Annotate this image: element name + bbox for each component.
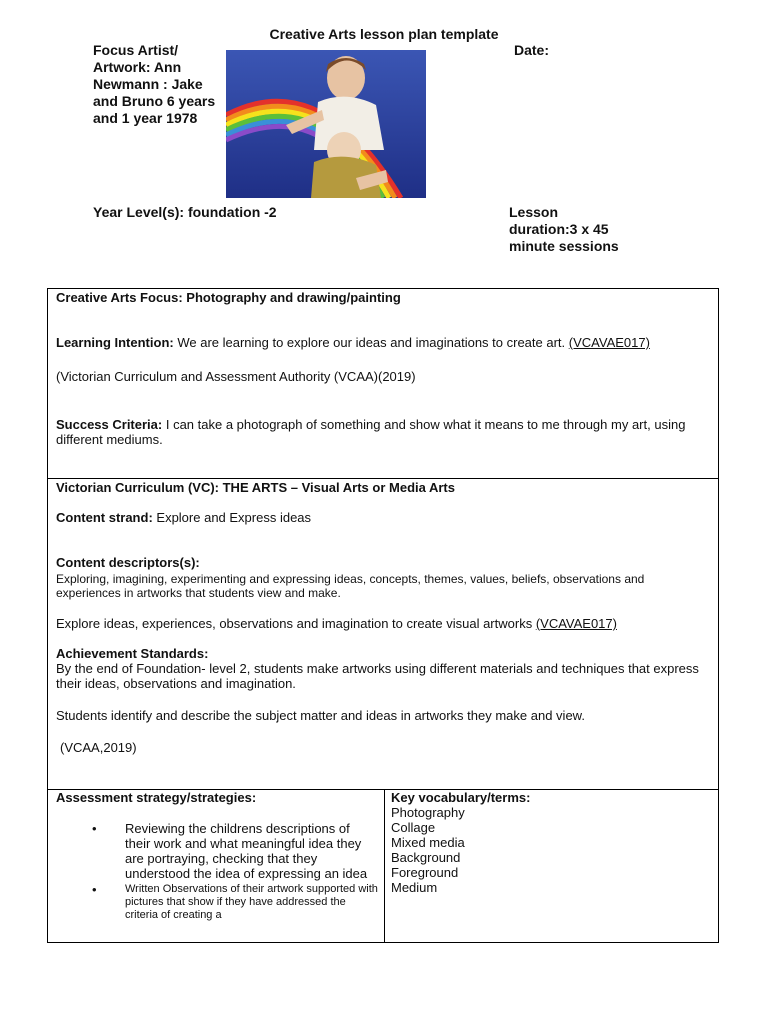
achievement-standards-label: Achievement Standards: xyxy=(56,646,209,661)
year-level: Year Level(s): foundation -2 xyxy=(93,204,277,220)
curriculum-section xyxy=(47,478,719,790)
vocab-term: Background xyxy=(391,850,461,865)
vocab-term: Collage xyxy=(391,820,436,835)
assessment-item: • Reviewing the childrens descriptions of their work and what meaningful idea they are portraying, checking that they understood the idea of expressing an idea xyxy=(108,821,378,881)
lesson-duration: Lesson duration:3 x 45 minute sessions xyxy=(509,204,619,254)
explore-ideas-text: Explore ideas, experiences, observations and imagination to create visual artworks xyxy=(56,616,536,631)
assessment-list xyxy=(108,821,378,922)
vcaa-citation: (Victorian Curriculum and Assessment Authority (VCAA)(2019) xyxy=(56,369,416,384)
explore-code-link[interactable]: (VCAVAE017) xyxy=(535,616,617,631)
focus-section xyxy=(47,288,719,479)
column-divider xyxy=(384,790,385,942)
vocabulary-list xyxy=(391,805,465,895)
vcaa-citation-2019: (VCAA,2019) xyxy=(60,740,137,755)
success-criteria-text: I can take a photograph of something and show what it means to me through my art, using different mediums. xyxy=(56,417,686,447)
artwork-photo xyxy=(226,50,426,198)
vocab-term: Mixed media xyxy=(391,835,465,850)
achievement-standards-text: By the end of Foundation- level 2, students make artworks using different materials and techniques that express their ideas, observations and imagination. xyxy=(56,661,699,691)
curriculum-heading: Victorian Curriculum (VC): THE ARTS – Visual Arts or Media Arts xyxy=(56,480,455,495)
assessment-vocabulary-table xyxy=(47,789,719,943)
explore-ideas xyxy=(56,616,716,631)
content-descriptors-label: Content descriptors(s): xyxy=(56,555,200,570)
artwork-image xyxy=(226,50,426,198)
focus-artist: Focus Artist/ Artwork: Ann Newmann : Jake and Bruno 6 years and 1 year 1978 xyxy=(93,42,216,126)
vocab-term: Photography xyxy=(391,805,465,820)
learning-intention-label: Learning Intention: xyxy=(56,335,174,350)
learning-intention xyxy=(56,335,716,350)
vocab-term: Foreground xyxy=(391,865,459,880)
success-criteria xyxy=(56,417,716,447)
content-descriptors-text: Exploring, imagining, experimenting and expressing ideas, concepts, themes, values, beliefs, observations and experiences in artworks that students view and make. xyxy=(56,572,645,600)
assessment-heading: Assessment strategy/strategies: xyxy=(56,790,257,805)
assessment-item: • Written Observations of their artwork supported with pictures that show if they have addressed the criteria of creating a xyxy=(108,883,378,922)
page-title: Creative Arts lesson plan template xyxy=(269,26,499,42)
content-strand-label: Content strand: xyxy=(56,510,153,525)
vocab-term: Medium xyxy=(391,880,438,895)
success-criteria-label: Success Criteria: xyxy=(56,417,163,432)
identify-text: Students identify and describe the subject matter and ideas in artworks they make and view. xyxy=(56,708,585,723)
vocabulary-heading: Key vocabulary/terms: xyxy=(391,790,531,805)
learning-code-link[interactable]: (VCAVAE017) xyxy=(568,335,650,350)
learning-intention-text: We are learning to explore our ideas and imaginations to create art. xyxy=(173,335,569,350)
creative-arts-focus: Creative Arts Focus: Photography and drawing/painting xyxy=(56,290,401,305)
content-strand-text: Explore and Express ideas xyxy=(152,510,312,525)
content-strand xyxy=(56,510,311,525)
date-label: Date: xyxy=(514,42,550,58)
